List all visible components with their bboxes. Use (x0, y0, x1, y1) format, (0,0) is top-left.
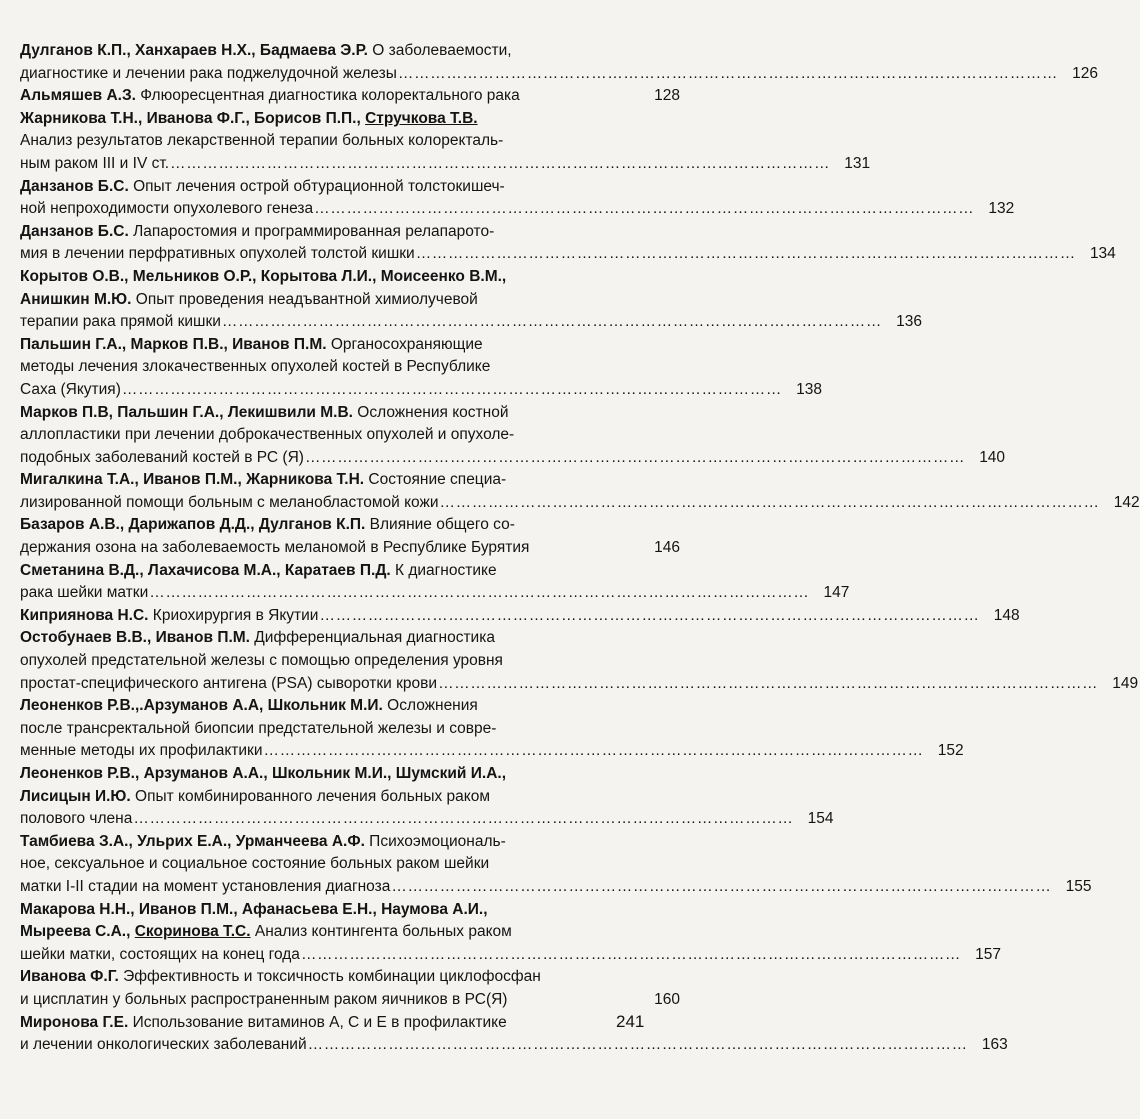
dot-leader: …………………………………………………………………………………………………………… (314, 200, 975, 218)
entry-authors: Данзанов Б.С. (20, 177, 129, 195)
entry-title: Лапаростомия и программированная релапарото- (128, 222, 495, 240)
entry-title: менные методы их профилактики (20, 742, 263, 760)
entry-authors: Анишкин М.Ю. (20, 290, 132, 308)
toc-entry (20, 85, 680, 108)
entry-page-number: 140 (979, 448, 1006, 466)
entry-title: Анализ результатов лекарственной терапии больных колоректаль- (20, 132, 504, 150)
toc-entry (20, 469, 1140, 514)
entry-title: опухолей предстательной железы с помощью определения уровня (20, 652, 503, 670)
entry-title: матки I-II стадии на момент установления диагноза (20, 877, 391, 895)
entry-authors: Остобунаев В.В., Иванов П.М. (20, 629, 250, 647)
dot-leader: …………………………………………………………………………………………………………… (397, 64, 1058, 82)
dot-leader: …………………………………………………………………………………………………………… (170, 154, 831, 172)
dot-leader: …………………………………………………………………………………………………………… (415, 245, 1076, 263)
entry-authors: Жарникова Т.Н., Иванова Ф.Г., Борисов П.П., (20, 109, 366, 127)
toc-entry (20, 402, 1006, 470)
dot-leader: …………………………………………………………………………………………………………… (438, 674, 1099, 692)
entry-authors: Пальшин Г.А., Марков П.В., Иванов П.М. (20, 335, 327, 353)
entry-page-number: 152 (937, 742, 964, 760)
entry-title: ное, сексуальное и социальное состояние больных раком шейки (20, 855, 490, 873)
toc-entry (20, 605, 1020, 628)
entry-title: Использование витаминов А, С и Е в профилактике (128, 1013, 507, 1031)
toc-entry (20, 334, 822, 402)
entry-title: ным раком III и IV ст. (20, 154, 170, 172)
toc-entry (20, 266, 922, 334)
entry-title: Дифференциальная диагностика (250, 629, 495, 647)
entry-title: Саха (Якутия) (20, 380, 121, 398)
toc-entry (20, 763, 834, 831)
entry-authors: Макарова Н.Н., Иванов П.М., Афанасьева Е.Н., Наумова А.И., (20, 900, 488, 918)
entry-title: и цисплатин у больных распространенным раком яичников в РС(Я) (20, 990, 508, 1008)
toc-entry (20, 514, 680, 559)
entry-authors: Мигалкина Т.А., Иванов П.М., Жарникова Т.Н. (20, 471, 365, 489)
dot-leader: …………………………………………………………………………………………………………… (300, 945, 962, 963)
entry-title: шейки матки, состоящих на конец года (20, 945, 300, 963)
entry-page-number: 142 (1113, 493, 1140, 511)
entry-authors: Корытов О.В., Мельников О.Р., Корытова Л.И., Моисеенко В.М., (20, 267, 507, 285)
entry-title: Опыт лечения острой обтурационной толстокишеч- (128, 177, 505, 195)
entry-authors: Мыреева С.А., (20, 923, 135, 941)
entry-title: ной непроходимости опухолевого генеза (20, 200, 314, 218)
entry-page-number: 128 (654, 87, 680, 105)
entry-authors: Марков П.В, Пальшин Г.А., Лекишвили М.В. (20, 403, 353, 421)
toc-entry (20, 40, 1098, 85)
entry-title: Психоэмоциональ- (364, 832, 506, 850)
toc-entry (20, 221, 1116, 266)
entry-title: лизированной помощи больным с меланобластомой кожи (20, 493, 439, 511)
entry-title: К диагностике (390, 561, 497, 579)
entry-authors: Лисицын И.Ю. (20, 787, 131, 805)
toc-entry (20, 695, 964, 763)
entry-title: методы лечения злокачественных опухолей костей в Республике (20, 358, 491, 376)
dot-leader: …………………………………………………………………………………………………………… (149, 584, 810, 602)
entry-page-number: 134 (1089, 245, 1116, 263)
entry-page-number: 157 (975, 945, 1002, 963)
entry-title: мия в лечении перфративных опухолей толстой кишки (20, 245, 415, 263)
toc-entry (20, 899, 1002, 967)
toc-entry (20, 966, 680, 1011)
entry-title: рака шейки матки (20, 584, 149, 602)
entry-title: Анализ контингента больных раком (250, 923, 512, 941)
entry-title: Состояние специа- (364, 471, 507, 489)
entry-title: полового члена (20, 810, 133, 828)
entry-title: держания озона на заболеваемость меланомой в Республике Бурятия (20, 539, 530, 557)
toc-entry (20, 831, 1092, 899)
entry-title: подобных заболеваний костей в РС (Я) (20, 448, 304, 466)
entry-page-number: 132 (988, 200, 1015, 218)
entry-title: диагностике и лечении рака поджелудочной железы (20, 64, 397, 82)
entry-authors-underlined: Стручкова Т.В. (365, 109, 478, 127)
dot-leader: …………………………………………………………………………………………………………… (391, 877, 1052, 895)
entry-title: и лечении онкологических заболеваний (20, 1036, 307, 1054)
entry-title: аллопластики при лечении доброкачественных опухолей и опухоле- (20, 426, 515, 444)
entry-page-number: 160 (654, 990, 680, 1008)
dot-leader: …………………………………………………………………………………………………………… (307, 1036, 968, 1054)
entry-page-number: 148 (993, 606, 1020, 624)
entry-page-number: 138 (796, 380, 822, 398)
entry-page-number: 155 (1065, 877, 1092, 895)
entry-title: О заболеваемости, (367, 42, 512, 59)
entry-title: Влияние общего со- (365, 516, 515, 534)
entry-authors: Дулганов К.П., Ханхараев Н.Х., Бадмаева Э.Р. (20, 42, 368, 59)
entry-title: Органосохраняющие (326, 335, 483, 353)
dot-leader: …………………………………………………………………………………………………………… (439, 493, 1100, 511)
entry-authors: Иванова Ф.Г. (20, 968, 119, 986)
entry-authors: Альмяшев А.З. (20, 87, 136, 105)
entry-title: после трансректальной биопсии предстательной железы и совре- (20, 719, 497, 737)
entry-title: Осложнения костной (352, 403, 509, 421)
toc-entry (20, 176, 1015, 221)
toc-entry (20, 627, 1139, 695)
entry-title: Флюоресцентная диагностика колоректального рака (135, 87, 520, 105)
entry-authors: Базаров А.В., Дарижапов Д.Д., Дулганов К.П. (20, 516, 366, 534)
toc-entry (20, 108, 871, 176)
dot-leader: …………………………………………………………………………………………………………… (121, 380, 782, 398)
toc-entry (20, 560, 850, 605)
entry-title: Опыт проведения неадъвантной химиолучевой (131, 290, 478, 308)
dot-leader: …………………………………………………………………………………………………………… (221, 313, 882, 331)
entry-authors: Леоненков Р.В., Арзуманов А.А., Школьник М.И., Шумский И.А., (20, 765, 507, 782)
entry-authors-underlined: Скоринова Т.С. (134, 923, 251, 941)
toc-entry (20, 1012, 1008, 1057)
entry-title: Криохирургия в Якутии (148, 606, 319, 624)
entry-title: Опыт комбинированного лечения больных раком (130, 787, 491, 805)
dot-leader: …………………………………………………………………………………………………………… (304, 448, 966, 466)
entry-title: простат-специфического антигена (PSA) сыворотки крови (20, 674, 438, 692)
dot-leader: …………………………………………………………………………………………………………… (133, 810, 794, 828)
entry-authors: Миронова Г.Е. (20, 1013, 129, 1031)
entry-page-number: 126 (1072, 64, 1098, 82)
entry-title: Эффективность и токсичность комбинации циклофосфан (118, 968, 541, 986)
entry-authors: Тамбиева З.А., Ульрих Е.А., Урманчеева А.Ф. (20, 832, 365, 850)
entry-page-number: 146 (654, 539, 680, 557)
entry-page-number: 163 (981, 1036, 1008, 1054)
entry-title: терапии рака прямой кишки (20, 313, 221, 331)
entry-title: Осложнения (382, 697, 478, 715)
entry-authors: Сметанина В.Д., Лахачисова М.А., Каратаев П.Д. (20, 561, 391, 579)
entry-page-number: 154 (807, 810, 834, 828)
entry-page-number: 136 (896, 313, 922, 331)
entry-page-number: 149 (1112, 674, 1139, 692)
entry-authors: Данзанов Б.С. (20, 222, 129, 240)
dot-leader: …………………………………………………………………………………………………………… (263, 742, 924, 760)
entry-authors: Киприянова Н.С. (20, 606, 149, 624)
page-number: 241 (616, 1012, 645, 1031)
entry-authors: Леоненков Р.В.,.Арзуманов А.А, Школьник М.И. (20, 697, 383, 715)
dot-leader: …………………………………………………………………………………………………………… (319, 606, 980, 624)
entry-page-number: 131 (844, 154, 871, 172)
table-of-contents (20, 40, 1140, 1057)
entry-page-number: 147 (823, 584, 850, 602)
